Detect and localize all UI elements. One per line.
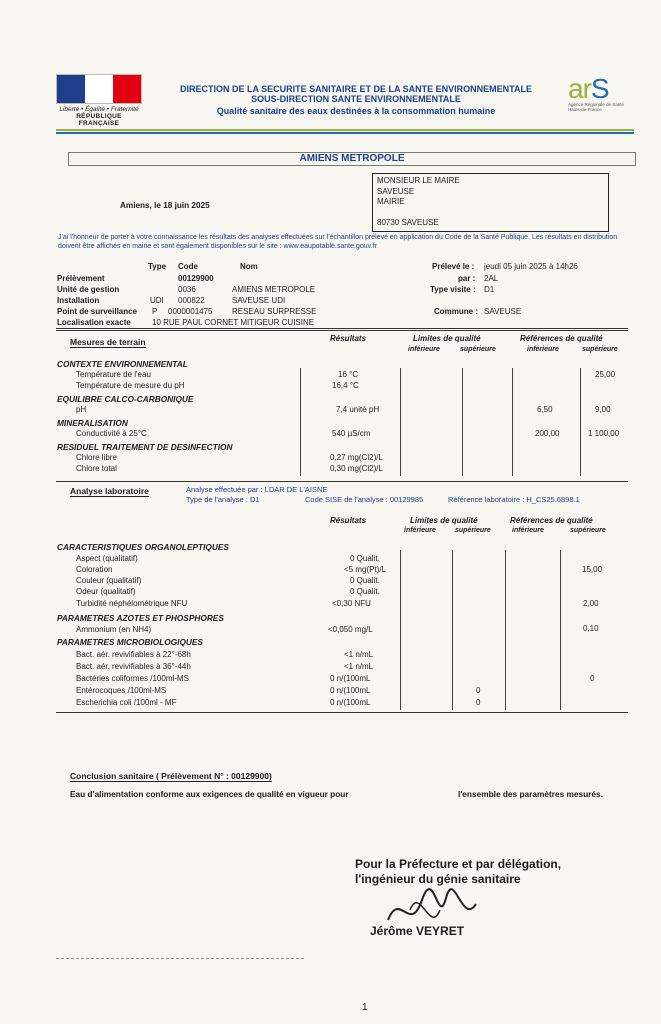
unite-label: Unité de gestion (57, 285, 120, 294)
type-visite-label: Type visite : (430, 285, 476, 294)
unite-nom: AMIENS METROPOLE (232, 285, 316, 294)
column-separator (462, 368, 463, 476)
column-separator (512, 368, 513, 476)
installation-label: Installation (57, 296, 100, 305)
param-value: <1 n/mL (344, 662, 374, 671)
column-separator (300, 368, 301, 476)
header-divider (56, 129, 634, 137)
lim-sup-value: 0 (476, 686, 481, 695)
references-header: Références de qualité (510, 516, 593, 525)
header-line-3: Qualité sanitaire des eaux destinées à la consommation humaine (216, 106, 496, 116)
header-line-1: DIRECTION DE LA SECURITE SANITAIRE ET DE LA SANTE ENVIRONNEMENTALE (179, 84, 532, 94)
param-value: <0,050 mg/L (328, 625, 373, 634)
installation-nom: SAVEUSE UDI (232, 296, 286, 305)
localisation-value: 10 RUE PAUL CORNET MITIGEUR CUISINE (152, 318, 315, 327)
ref-sup-header: supérieure (582, 346, 618, 353)
page-number: 1 (362, 1002, 368, 1013)
limites-header: Limites de qualité (410, 516, 478, 525)
resultats-header: Résultats (330, 334, 367, 343)
param-label: Ammonium (en NH4) (76, 625, 152, 634)
ref-sup-value: 0 (590, 674, 595, 683)
signature-line-1: Pour la Préfecture et par délégation, (355, 857, 562, 871)
references-header: Références de qualité (520, 334, 603, 343)
republique-francaise-logo (56, 74, 142, 127)
divider (56, 330, 628, 331)
ref-sup-value: 9,00 (595, 405, 611, 414)
par-value: 2AL (484, 274, 499, 283)
signature-line-2: l'ingénieur du génie sanitaire (355, 872, 521, 886)
point-code: 0000001475 (168, 307, 213, 316)
page-title: AMIENS METROPOLE (68, 152, 636, 166)
param-value: 7,4 unité pH (336, 405, 380, 414)
point-label: Point de surveillance (57, 307, 138, 316)
section-heading: CONTEXTE ENVIRONNEMENTAL (57, 359, 188, 369)
terrain-title: Mesures de terrain (70, 337, 146, 347)
param-label: Bact. aér. revivifiables à 22°-68h (76, 650, 191, 659)
lim-sup-header: supérieure (455, 527, 491, 534)
signatory-name: Jérôme VEYRET (370, 924, 465, 938)
param-value: 16,4 °C (332, 381, 359, 390)
param-value: 0 n/(100mL (330, 698, 371, 707)
address-line: MONSIEUR LE MAIRE (377, 176, 460, 185)
column-separator (505, 550, 506, 710)
divider (56, 958, 304, 959)
ref-sup-value: 2,00 (583, 599, 599, 608)
param-value: 0 n/(100mL (330, 674, 371, 683)
analyse-effectuee: Analyse effectuée par : LDAR DE L'AISNE (186, 485, 328, 494)
ref-sup-value: 1 100,00 (588, 429, 620, 438)
header-line-2: SOUS-DIRECTION SANTE ENVIRONNEMENTALE (251, 94, 461, 104)
section-heading: RESIDUEL TRAITEMENT DE DESINFECTION (57, 442, 233, 452)
param-label: Bactéries coliformes /100ml-MS (76, 674, 189, 683)
resultats-header: Résultats (330, 516, 367, 525)
param-value: 0 Qualit. (350, 554, 380, 563)
ref-inf-value: 200,00 (535, 429, 560, 438)
param-label: Chlore libre (76, 453, 117, 462)
address-line: SAVEUSE (377, 186, 415, 196)
param-label: Turbidité néphélométrique NFU (76, 599, 188, 608)
param-value: 0 Qualit. (350, 576, 380, 585)
column-separator (452, 550, 453, 710)
prelevement-label: Prélèvement (57, 274, 105, 283)
col-nom-header: Nom (240, 262, 258, 271)
section-heading: CARACTERISTIQUES ORGANOLEPTIQUES (57, 542, 229, 552)
param-label: pH (76, 405, 87, 414)
ref-sup-header: supérieure (570, 527, 606, 534)
ref-inf-header: inférieure (527, 346, 559, 353)
column-separator (560, 550, 561, 710)
param-label: Aspect (qualitatif) (76, 554, 138, 563)
section-heading: EQUILIBRE CALCO-CARBONIQUE (57, 394, 194, 404)
section-heading: PARAMETRES MICROBIOLOGIQUES (57, 637, 203, 647)
param-label: Température de mesure du pH (76, 381, 185, 390)
point-type: P (152, 307, 158, 316)
param-label: Température de l'eau (76, 370, 151, 379)
ref-sup-value: 15,00 (582, 565, 603, 574)
address-line (377, 208, 604, 219)
section-heading: MINERALISATION (57, 418, 128, 428)
address-box (372, 173, 609, 232)
limites-header: Limites de qualité (413, 334, 481, 343)
ref-laboratoire: Référence laboratoire : H_CS25.6898.1 (448, 495, 580, 504)
lim-inf-header: inférieure (404, 527, 436, 534)
ref-sup-value: 0,10 (583, 624, 599, 633)
conclusion-title: Conclusion sanitaire ( Prélèvement N° : 00129900) (70, 771, 272, 781)
param-label: Bact. aér. revivifiables à 36°-44h (76, 662, 191, 671)
col-type-header: Type (148, 262, 167, 271)
param-label: Coloration (76, 565, 113, 574)
param-label: Odeur (qualitatif) (76, 587, 136, 596)
ref-inf-header: inférieure (512, 527, 544, 534)
localisation-label: Localisation exacte (57, 318, 131, 327)
param-label: Couleur (qualitatif) (76, 576, 142, 585)
header-block (146, 84, 566, 116)
address-line: 80730 SAVEUSE (377, 218, 439, 227)
divider (56, 712, 628, 713)
column-separator (580, 368, 581, 476)
param-value: 0 Qualit. (350, 587, 380, 596)
preleve-value: jeudi 05 juin 2025 à 14h26 (484, 262, 578, 271)
column-separator (400, 550, 401, 710)
code-sise: Code SISE de l'analyse : 00129985 (305, 495, 424, 504)
param-label: Escherichia coli /100ml - MF (76, 698, 177, 707)
rf-name: RÉPUBLIQUE FRANÇAISE (76, 113, 122, 127)
param-label: Entérocoques /100ml-MS (76, 686, 167, 695)
lim-sup-header: supérieure (460, 346, 496, 353)
ars-logo (568, 73, 638, 112)
ars-icon: arS (568, 73, 609, 104)
labo-title: Analyse laboratoire (70, 486, 149, 496)
installation-type: UDI (150, 296, 164, 305)
divider (56, 328, 628, 329)
ars-subtitle: Agence Régionale de Santé Hauts-de-France (568, 102, 625, 112)
par-label: par : (458, 274, 476, 283)
param-value: 16 °C (338, 370, 359, 379)
flag-icon (56, 74, 142, 104)
lim-inf-header: inférieure (408, 346, 440, 353)
commune-value: SAVEUSE (484, 307, 522, 316)
address-line: MAIRIE (377, 197, 405, 206)
param-value: 0,30 mg(Cl2)/L (330, 464, 383, 473)
param-value: 0 n/(100mL (330, 686, 371, 695)
commune-label: Commune : (434, 307, 478, 316)
param-value: 540 µS/cm (332, 429, 371, 438)
type-visite-value: D1 (484, 285, 495, 294)
intro-text: J'ai l'honneur de porter à votre connaissance les résultats des analyses effectuées sur l'échantillon prélevé en application du Code de la Santé Publique. Les résultats en distribution doivent être affichés en mairie et sont également disponibles sur le site : www.eaupotable.sante.gouv.fr (58, 234, 618, 250)
unite-code: 0036 (178, 285, 196, 294)
section-heading: PARAMETRES AZOTES ET PHOSPHORES (57, 613, 224, 623)
installation-code: 000822 (178, 296, 205, 305)
point-nom: RESEAU SURPRESSE (232, 307, 317, 316)
type-analyse: Type de l'analyse : D1 (186, 495, 260, 504)
param-value: 0,27 mg(Cl2)/L (330, 453, 383, 462)
lim-sup-value: 0 (476, 698, 481, 707)
col-code-header: Code (178, 262, 198, 271)
date-line: Amiens, le 18 juin 2025 (120, 201, 210, 210)
param-value: <0,30 NFU (332, 599, 371, 608)
param-value: <5 mg(Pt)/L (344, 565, 387, 574)
column-separator (400, 368, 401, 476)
param-label: Conductivité à 25°C (76, 429, 147, 438)
param-label: Chlore total (76, 464, 117, 473)
divider (56, 481, 628, 482)
ref-inf-value: 6,50 (537, 405, 553, 414)
prelevement-code: 00129900 (178, 274, 214, 283)
ref-sup-value: 25,00 (595, 370, 616, 379)
conclusion-text-end: l'ensemble des paramètres mesurés. (458, 789, 603, 799)
param-value: <1 n/mL (344, 650, 374, 659)
preleve-label: Prélevé le : (432, 262, 475, 271)
conclusion-text: Eau d'alimentation conforme aux exigences de qualité en vigueur pour (70, 789, 349, 799)
rf-motto: Liberté • Égalité • Fraternité (59, 106, 139, 113)
